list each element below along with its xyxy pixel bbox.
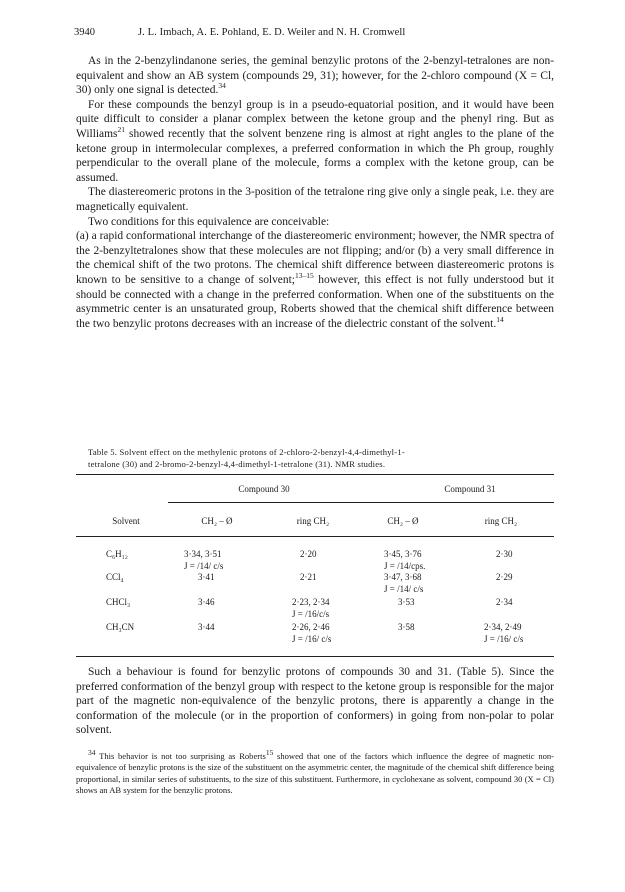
column-header-a-ring: ring CH₂ xyxy=(296,516,330,526)
cell-b-ring: 2·34 xyxy=(496,597,513,607)
reference-marker: 21 xyxy=(117,125,125,135)
footnote: 34 This behavior is not too surprising as Roberts15 showed that one of the factors which influence the degree of magnetic non-equivalence of benzylic protons is the size of the substituent on the asymmetric center, the magnitude of the chemical shift difference being proportional, in similar series of substituents, to the size of this substituent. Furthermore, in cyclohexane as solvent, compound 30 (X = Cl) shows an AB system for the benzylic protons. xyxy=(76,748,555,795)
author-line: J. L. Imbach, A. E. Pohland, E. D. Weiler and N. H. Cromwell xyxy=(138,27,406,38)
table-header-rule xyxy=(76,536,554,537)
cell-a-ch2: 3·46 xyxy=(198,597,215,607)
compound-a-header: Compound 30 xyxy=(238,484,290,494)
paragraph-diastereomeric: The diastereomeric protons in the 3-position of the tetralone ring give only a single peak, i.e. they are magnetically equivalent. xyxy=(76,186,554,213)
reference-marker: 34 xyxy=(218,81,226,91)
cell-a-ring: 2·23, 2·34 J = /16/c/s xyxy=(292,597,330,619)
cell-a-ring: 2·26, 2·46 J = /16/ c/s xyxy=(292,622,332,644)
cell-a-ch2: 3·41 xyxy=(198,572,215,582)
cell-b-ch2: 3·53 xyxy=(398,597,415,607)
caption-line: tetralone (30) and 2-bromo-2-benzyl-4,4-dimethyl-1-tetralone (31). NMR studies. xyxy=(88,459,386,469)
cell-a-ring: 2·20 xyxy=(300,549,317,559)
paragraph-conditions-detail: (a) a rapid conformational interchange of the diastereomeric environment; however, the NMR spectra of the 2-benzyltetralones show that these molecules are not flipping; and/or (b) a very small difference in the chemical shift of the two protons. The chemical shift difference between diastereomeric protons is known to be sensitive to a change of solvent;$^{13-15}$ however, this effect is not fully understood but it should be connected with a change in the preferred conformation. When one of the substituents on the asymmetric center is an unsaturated group, Roberts showed that the chemical shift difference between the two benzylic protons decreases with an increase of the dielectric constant of the solvent.$^{14}$ xyxy=(76,230,554,330)
cell-b-ch2: 3·47, 3·68 J = /14/ c/s xyxy=(384,572,424,594)
column-header-b-ch2: CH₂ – Ø xyxy=(387,516,419,526)
cell-solvent: CHCl₃ xyxy=(106,597,131,607)
cell-b-ring: 2·29 xyxy=(496,572,513,582)
reference-marker: 15 xyxy=(265,748,274,758)
table-bottom-rule xyxy=(76,656,554,657)
paragraph-behaviour: Such a behaviour is found for benzylic protons of compounds 30 and 31. (Table 5). Since the preferred conformation of the benzyl group with respect to the ketone group is responsible for the major part of the magnetic non-equivalence of the benzylic protons, there is apparently a change in the conformation of the molecule (or in the proportion of conformers) in going from non-polar to polar solvent. xyxy=(76,666,554,737)
reference-marker: 14 xyxy=(496,314,504,324)
cell-a-ch2: 3·34, 3·51 J = /14/ c/s xyxy=(184,549,224,571)
discussion-text xyxy=(76,665,554,738)
compound-b-header: Compound 31 xyxy=(444,484,496,494)
page-number: 3940 xyxy=(74,27,95,38)
cell-b-ch2: 3·58 xyxy=(398,622,415,632)
cell-b-ch2: 3·45, 3·76 J = /14/cps. xyxy=(384,549,426,571)
compound-header-rule xyxy=(168,502,554,503)
main-text xyxy=(76,54,554,331)
table-top-rule xyxy=(76,474,554,475)
footnote-mark: 34 xyxy=(88,748,96,758)
cell-b-ring: 2·30 xyxy=(496,549,513,559)
reference-marker: 13–15 xyxy=(294,271,314,281)
cell-solvent: CH₃CN xyxy=(106,622,135,632)
paragraph-pseudo-equatorial: For these compounds the benzyl group is in a pseudo-equatorial position, and it would have been quite difficult to consider a planar complex between the ketone group and the phenyl ring. But as Williams$^{21}$ showed recently that the solvent benzene ring is almost at right angles to the plane of the ketone group in intermolecular complexes, a preferred conformation in which the Ph group, roughly perpendicular to the overall plane of the molecule, forms a complex with the ketone group, can be assumed. xyxy=(76,98,554,184)
cell-solvent: C₆H₁₂ xyxy=(106,549,128,559)
column-header-a-ch2: CH₂ – Ø xyxy=(201,516,233,526)
caption-line: Table 5. Solvent effect on the methylenic protons of 2-chloro-2-benzyl-4,4-dimethyl-1- xyxy=(88,447,405,457)
cell-solvent: CCl₄ xyxy=(106,572,124,582)
column-header-solvent: Solvent xyxy=(112,516,140,526)
paragraph-benzylindanone: As in the 2-benzylindanone series, the geminal benzylic protons of the 2-benzyl-tetralones are non-equivalent and show an AB system (compounds 29, 31); however, for the 2-chloro compound (X = Cl, 30) only one signal is detected.$^{34}$ xyxy=(76,55,554,97)
paragraph-conditions: Two conditions for this equivalence are conceivable: xyxy=(88,215,330,228)
cell-a-ring: 2·21 xyxy=(300,572,317,582)
column-header-b-ring: ring CH₂ xyxy=(484,516,518,526)
table-caption xyxy=(88,446,540,470)
cell-b-ring: 2·34, 2·49 J = /16/ c/s xyxy=(484,622,524,644)
cell-a-ch2: 3·44 xyxy=(198,622,215,632)
